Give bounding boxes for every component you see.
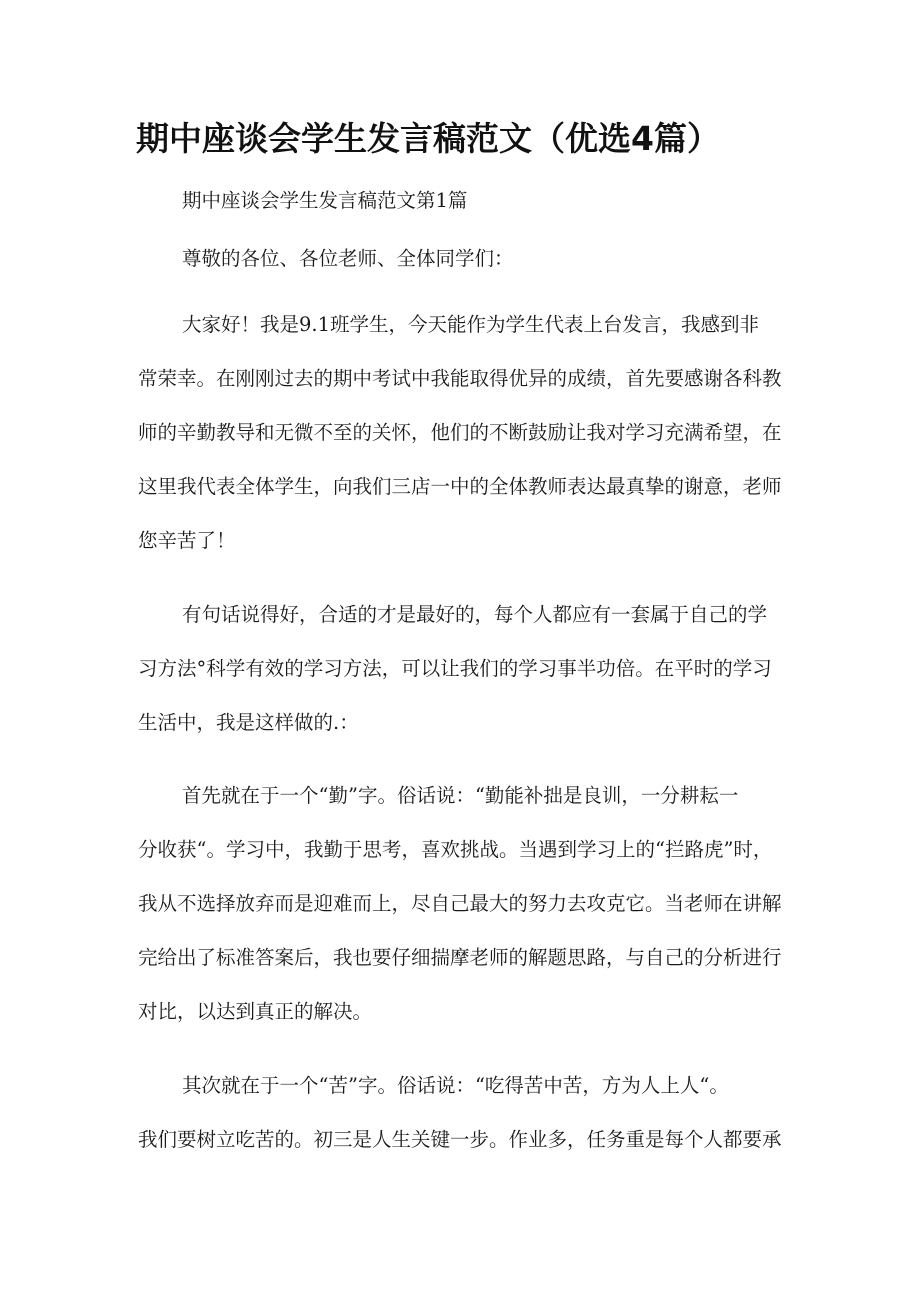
paragraph-line: 分收获“。学习中，我勤于思考，喜欢挑战。当遇到学习上的“拦路虎”时， <box>138 838 773 861</box>
paragraph-line: 常荣幸。在刚刚过去的期中考试中我能取得优异的成绩，首先要感谢各科教 <box>138 367 782 390</box>
paragraph-line: 师的辛勤教导和无微不至的关怀，他们的不断鼓励让我对学习充满希望，在 <box>138 421 782 444</box>
paragraph-line: 对比，以达到真正的解决。 <box>138 1000 373 1023</box>
paragraph-3 <box>138 769 798 1039</box>
paragraph-line: 完给出了标准答案后，我也要仔细揣摩老师的解题思路，与自己的分析进行 <box>138 946 782 969</box>
paragraph-line: 生活中，我是这样做的.： <box>138 711 359 734</box>
paragraph-4 <box>138 1059 798 1167</box>
paragraph-2 <box>138 588 798 750</box>
paragraph-line: 我们要树立吃苦的。初三是人生关键一步。作业多，任务重是每个人都要承 <box>138 1128 782 1151</box>
paragraph-line: 这里我代表全体学生，向我们三店一中的全体教师表达最真挚的谢意，老师 <box>138 475 782 498</box>
paragraph-line: 我从不选择放弃而是迎难而上，尽自己最大的努力去攻克它。当老师在讲解 <box>138 892 782 915</box>
document-title: 期中座谈会学生发言稿范文（优选4篇） <box>136 119 720 158</box>
paragraph-1 <box>138 298 798 568</box>
paragraph-line: 有句话说得好，合适的才是最好的，每个人都应有一套属于自己的学 <box>182 603 768 626</box>
paragraph-line: 习方法°科学有效的学习方法，可以让我们的学习事半功倍。在平时的学习 <box>138 657 772 680</box>
section-heading: 期中座谈会学生发言稿范文第1篇 <box>182 189 468 212</box>
paragraph-line: 首先就在于一个“勤”字。俗话说：“勤能补拙是良训，一分耕耘一 <box>182 784 739 807</box>
paragraph-line: 大家好！我是9.1班学生，今天能作为学生代表上台发言，我感到非 <box>182 313 760 336</box>
greeting: 尊敬的各位、各位老师、全体同学们： <box>182 247 514 270</box>
paragraph-line: 您辛苦了！ <box>138 529 236 552</box>
paragraph-line: 其次就在于一个“苦”字。俗话说：“吃得苦中苦，方为人上人“。 <box>182 1074 729 1097</box>
